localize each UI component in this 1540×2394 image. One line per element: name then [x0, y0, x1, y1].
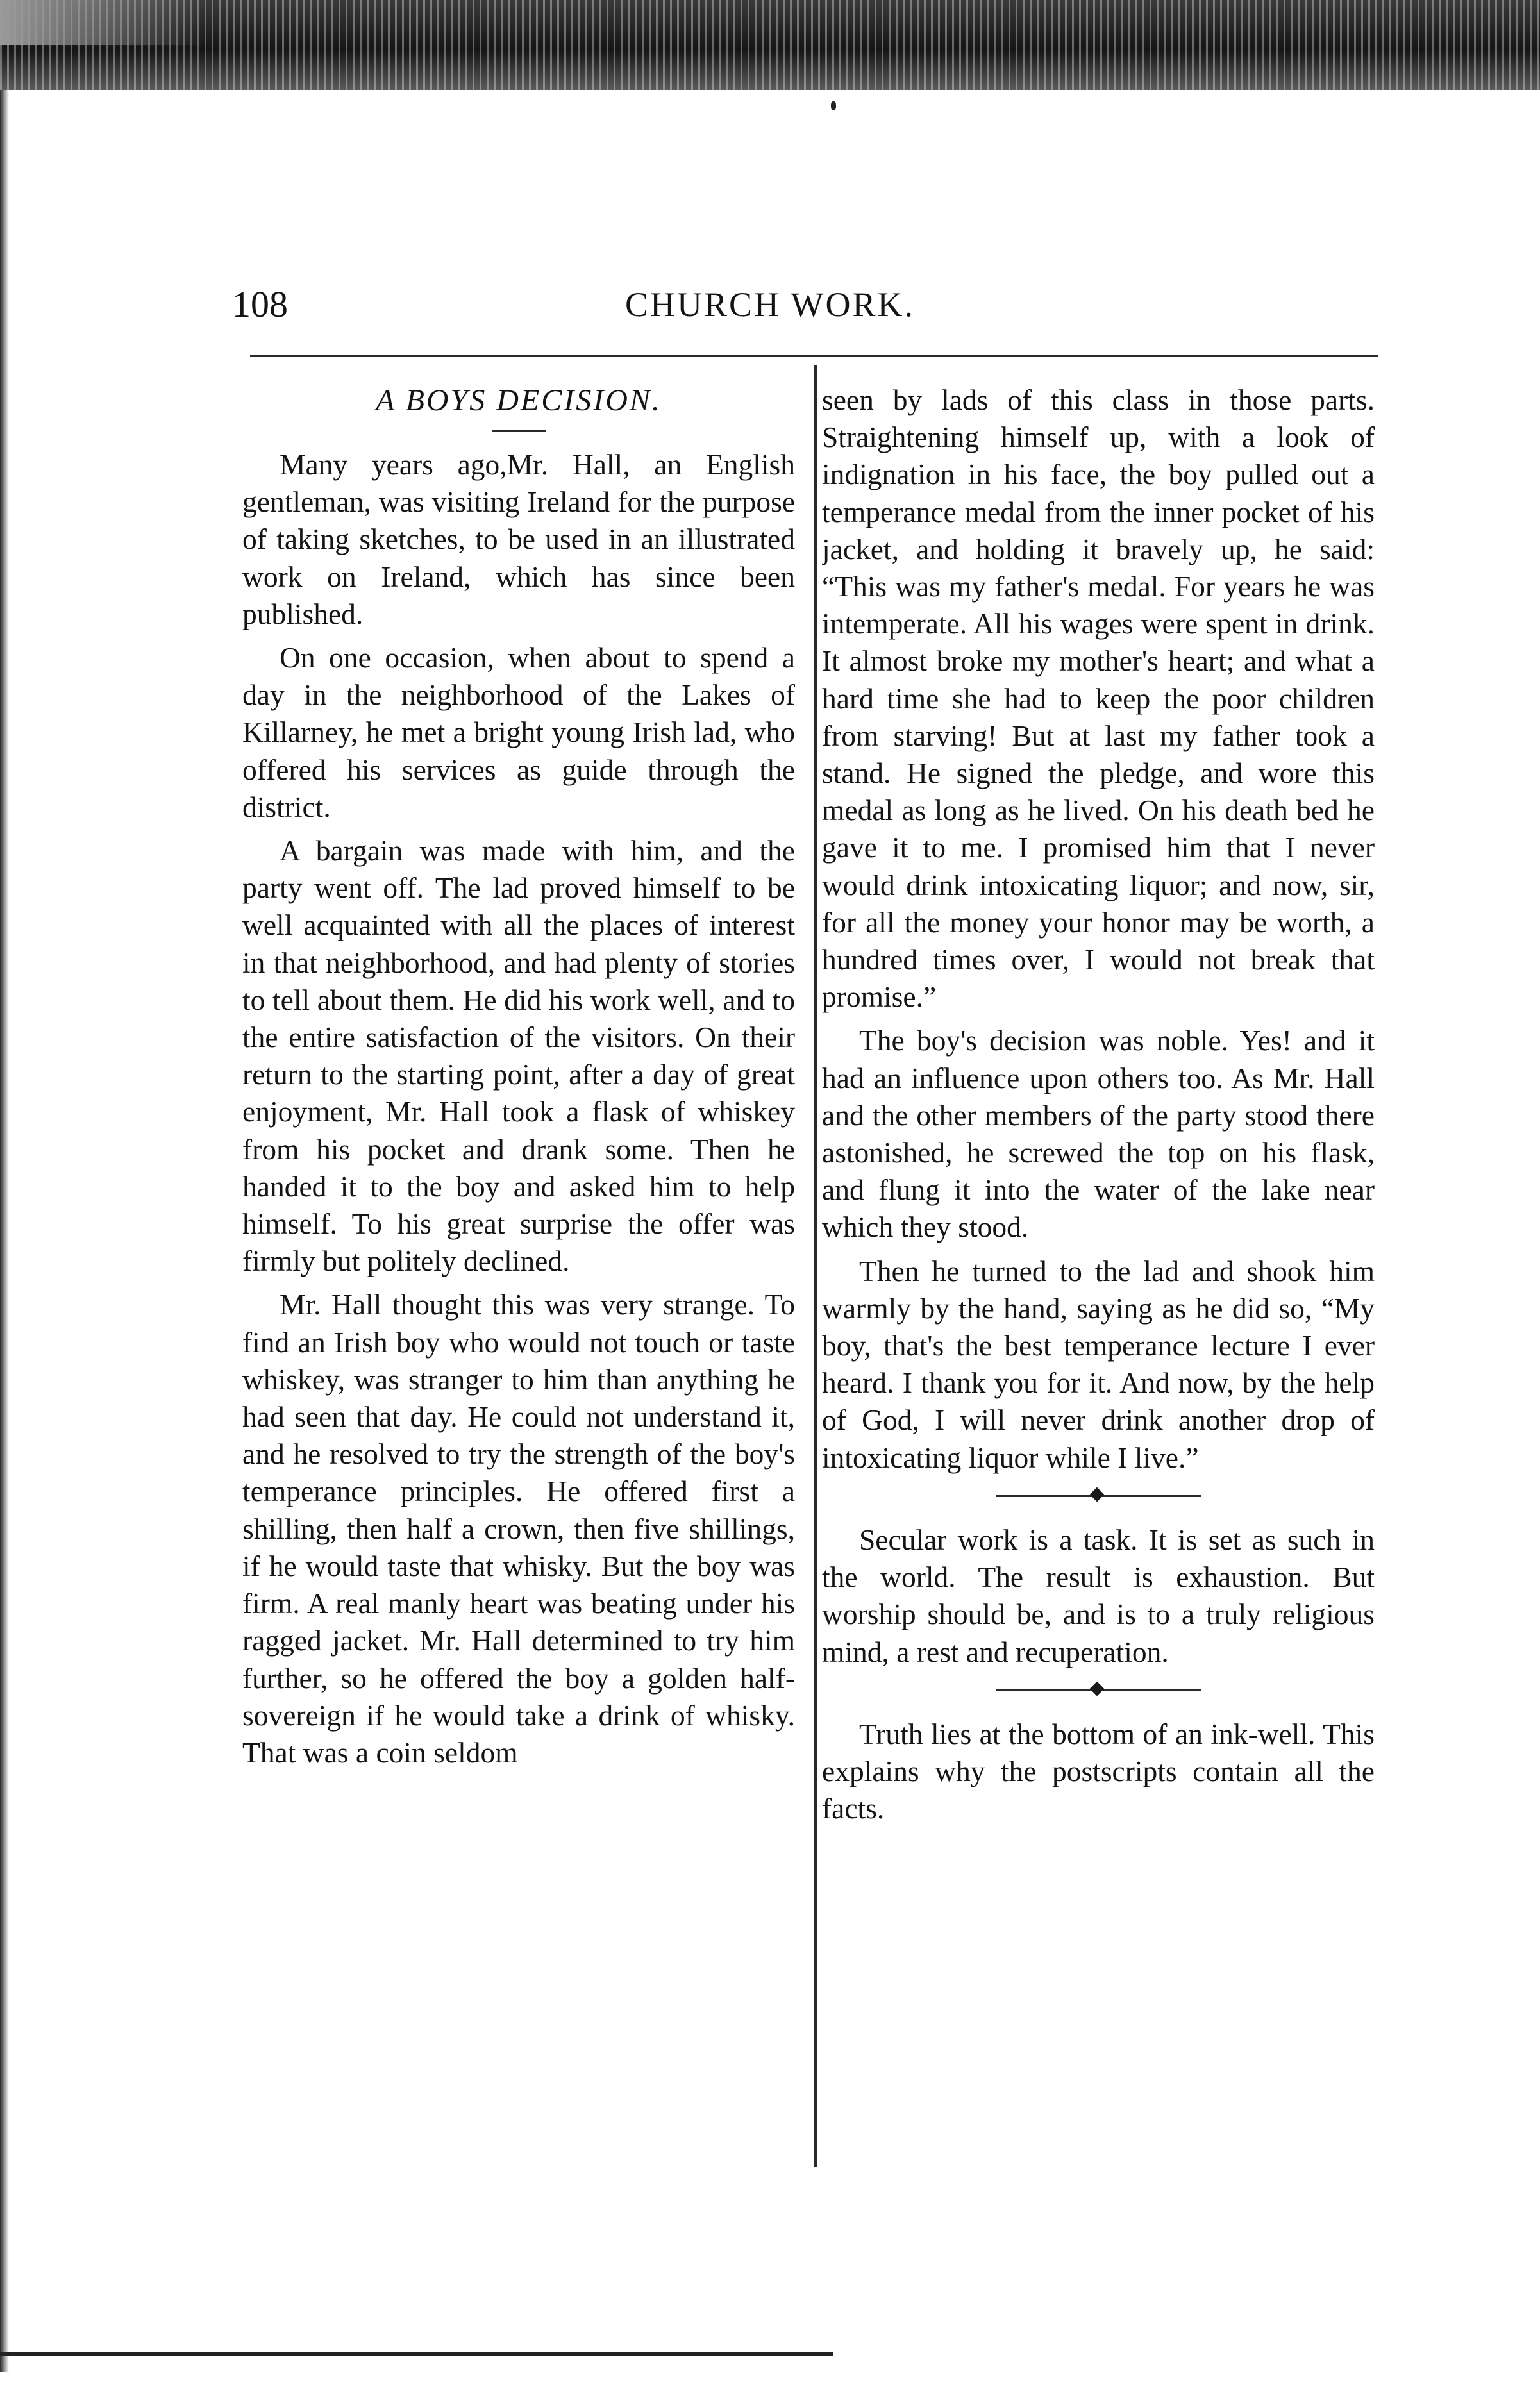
article-paragraph: On one occasion, when about to spend a day in the neighborhood of the Lakes of Killarney, he met a bright young Irish lad, who offered his services as guide through the district. [242, 641, 795, 823]
running-title: CHURCH WORK. [624, 285, 916, 324]
article-paragraph: Many years ago,Mr. Hall, an English gentleman, was visiting Ireland for the purpose of taking sketches, to be used in an illustrated work on Ireland, which has since been published. [242, 448, 795, 630]
left-column [242, 381, 795, 2170]
article-paragraph: Then he turned to the lad and shook him warmly by the hand, saying as he did so, “My boy, that's the best temperance lecture I ever heard. I thank you for it. And now, by the help of God, I will never drink another drop of intoxicating liquor while I live.” [822, 1254, 1375, 1474]
column-divider [814, 365, 817, 2167]
scan-speck [831, 101, 836, 110]
running-head [0, 282, 1540, 327]
section-separator [996, 1483, 1201, 1509]
header-rule [250, 355, 1378, 357]
filler-paragraph: Truth lies at the bottom of an ink-well. This explains why the postscripts contain all the facts. [822, 1717, 1375, 1825]
scan-top-border [0, 0, 1540, 90]
right-column [822, 381, 1375, 2170]
page-number: 108 [232, 283, 288, 325]
article-paragraph: The boy's decision was noble. Yes! and it had an influence upon others too. As Mr. Hall and the other members of the party stood there astonished, he screwed the top on his flask, and flung it into the water of the lake near which they stood. [822, 1024, 1375, 1244]
separator-ornament [1090, 1487, 1105, 1502]
title-rule [492, 430, 546, 432]
section-separator [996, 1677, 1201, 1703]
scan-top-border-highlight [0, 0, 205, 45]
article-title: A BOYS DECISION. [376, 383, 662, 417]
article-paragraph-continued: seen by lads of this class in those parts. Straightening himself up, with a look of indignation in his face, the boy pulled out a temperance medal from the inner pocket of his jacket, and holding it bravely up, he said: “This was my father's medal. For years he was intemperate. All his wages were spent in drink. It almost broke my mother's heart; and what a hard time she had to keep the poor children from starving! But at last my father took a stand. He signed the pledge, and wore this medal as long as he lived. On his death bed he gave it to me. I promised him that I never would drink intoxicating liquor; and now, sir, for all the money your honor may be worth, a hundred times over, I would not break that promise.” [822, 383, 1375, 1014]
article-paragraph: Mr. Hall thought this was very strange. To find an Irish boy who would not touch or taste whiskey, was stranger to him than anything he had seen that day. He could not understand it, and he resolved to try the strength of the boy's temperance principles. He offered first a shilling, then half a crown, then five shillings, if he would taste that whisky. But the boy was firm. A real manly heart was beating under his ragged jacket. Mr. Hall determined to try him further, so he offered the boy a golden half-sovereign if he would take a drink of whisky. That was a coin seldom [242, 1288, 795, 1769]
filler-paragraph: Secular work is a task. It is set as such in the world. The result is exhaustion. But worship should be, and is to a truly religious mind, a rest and recuperation. [822, 1523, 1375, 1668]
scan-left-edge [0, 90, 9, 2372]
article-paragraph: A bargain was made with him, and the party went off. The lad proved himself to be well acquainted with all the places of interest in that neighborhood, and had plenty of stories to tell about them. He did his work well, and to the entire satisfaction of the visitors. On their return to the starting point, after a day of great enjoyment, Mr. Hall took a flask of whiskey from his pocket and drank some. Then he handed it to the boy and asked him to help himself. To his great surprise the offer was firmly but politely declined. [242, 834, 795, 1278]
separator-ornament [1090, 1681, 1105, 1696]
scan-bottom-edge [0, 2352, 833, 2356]
